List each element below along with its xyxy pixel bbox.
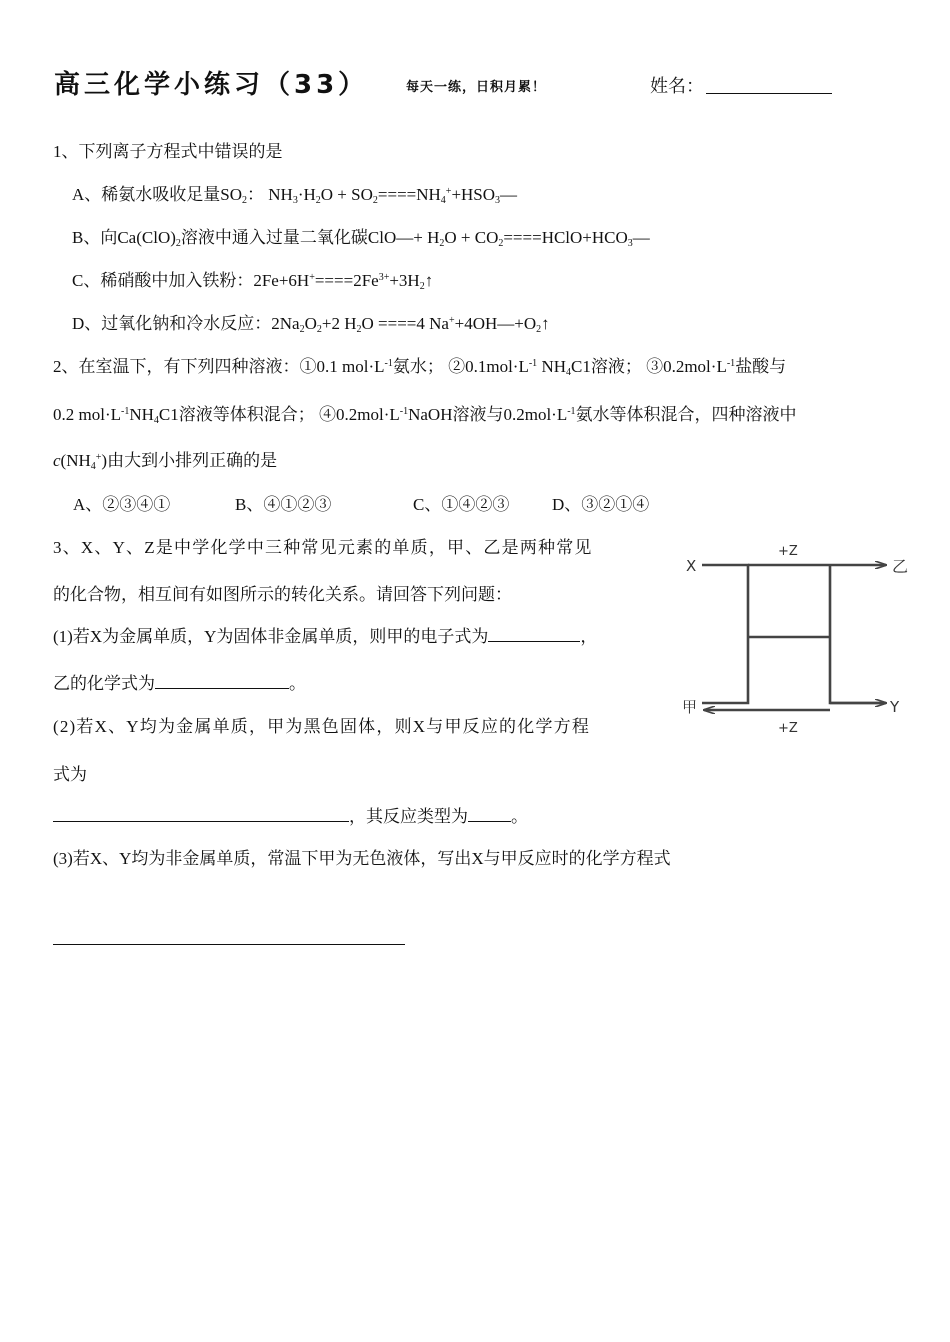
q1-option-d: D、过氧化钠和冷水反应：$2Na_2O_2+2$ $H_2O ====4$ $Na^++4OH—+O_2↑$	[72, 314, 550, 335]
diagram-jia-label: 甲	[682, 698, 698, 716]
diagram-z-top-label: +Z	[778, 544, 798, 559]
top-left-path	[702, 565, 748, 703]
right-path	[830, 565, 885, 703]
answer-blank-1[interactable]	[488, 624, 580, 642]
diagram-x-label: X	[686, 557, 697, 575]
answer-blank-4[interactable]	[468, 804, 511, 822]
answer-blank-5[interactable]	[53, 930, 405, 945]
q3-part-1a: (1)若X为金属单质，Y为固体非金属单质，则甲的电子式为 ，	[53, 622, 597, 647]
name-label: 姓名：	[650, 76, 704, 96]
q1-option-b: B、向$Ca(ClO)_2$溶液中通入过量二氧化碳ClO—+ $H_2O$ + $CO_2====HClO+HCO_3—$	[72, 228, 650, 249]
q2-option-d: D、③②①④	[552, 495, 650, 514]
motto: 每天一练，日积月累！	[406, 80, 547, 95]
q1-option-a: A、稀氨水吸收足量$SO_2$： $NH_3\cdot H_2O$ + $SO_2====NH_4^++HSO_3—$	[72, 185, 518, 206]
q3-stem-1: 3、X、Y、Z是中学化学中三种常见元素的单质，甲、乙是两种常见	[53, 538, 593, 557]
q3-part-3: (3)若X、Y均为非金属单质，常温下甲为无色液体，写出X与甲反应时的化学方程式	[53, 849, 671, 868]
q1-stem: 1、下列离子方程式中错误的是	[53, 142, 283, 161]
answer-blank-3[interactable]	[53, 804, 349, 822]
q3-part-2b: 式为	[53, 765, 87, 784]
diagram-y-label: Y	[890, 698, 900, 716]
diagram-z-bottom-label: +Z	[778, 721, 798, 736]
q2-line-3: $c(NH_4^+)$由大到小排列正确的是	[53, 451, 278, 472]
q3-part-2c: ，其反应类型为 。	[53, 802, 528, 827]
page-title: 高三化学小练习（33）	[54, 70, 369, 100]
q1-option-c: C、稀硝酸中加入铁粉：$2Fe+6H^+====2Fe^{3+}+3H_2↑$	[72, 271, 434, 292]
q2-line-1: 2、在室温下，有下列四种溶液：①0.1 $mol\cdot L^{-1}$氨水； $②0.1mol\cdot L^{-1}$ $NH_4C1$溶液； $③0.2mol\cdot L^{-1}$盐酸与	[53, 357, 787, 378]
q3-stem-2: 的化合物，相互间有如图所示的转化关系。请回答下列问题：	[53, 585, 512, 604]
name-field[interactable]	[706, 76, 832, 94]
conversion-diagram	[680, 540, 910, 740]
answer-blank-2[interactable]	[155, 671, 289, 689]
q2-option-a: A、②③④①	[73, 495, 171, 514]
q2-option-c: C、①④②③	[413, 495, 510, 514]
q2-option-b: B、④①②③	[235, 495, 332, 514]
q3-part-2a: (2)若X、Y均为金属单质，甲为黑色固体，则X与甲反应的化学方程	[53, 717, 591, 736]
diagram-yi-label: 乙	[892, 557, 909, 576]
q2-line-2: 0.2 $mol\cdot L^{-1}NH_4C1$溶液等体积混合； $④0.2mol\cdot L^{-1}NaOH$溶液与$0.2mol\cdot L^{-1}$氨水等体积混合，四种溶液中	[53, 405, 797, 426]
q3-part-1b: 乙的化学式为 。	[53, 669, 306, 694]
